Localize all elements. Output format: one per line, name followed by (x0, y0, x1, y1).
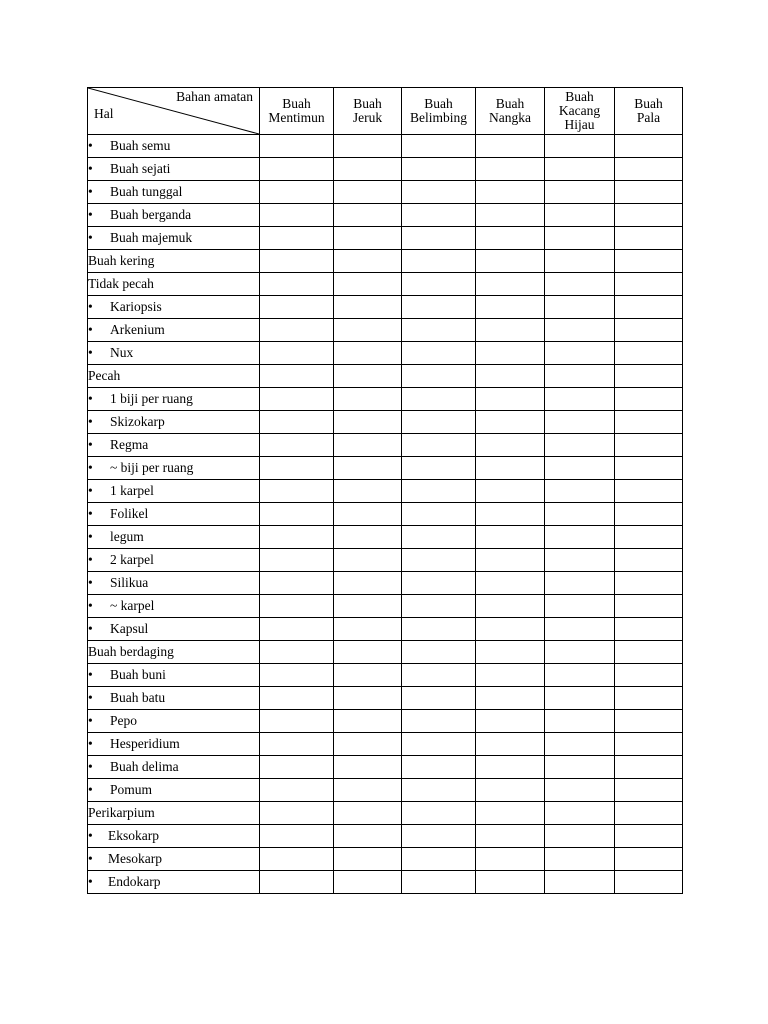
empty-cell[interactable] (615, 158, 683, 181)
row-label: • Pomum (88, 779, 260, 802)
empty-cell[interactable] (476, 181, 545, 204)
empty-cell[interactable] (260, 526, 334, 549)
empty-cell[interactable] (402, 756, 476, 779)
empty-cell[interactable] (260, 319, 334, 342)
empty-cell[interactable] (476, 388, 545, 411)
empty-cell[interactable] (545, 273, 615, 296)
col-header: Buah Jeruk (334, 88, 402, 135)
row-label: • ~ karpel (88, 595, 260, 618)
empty-cell[interactable] (545, 825, 615, 848)
col-header: Buah Nangka (476, 88, 545, 135)
row-label: • Silikua (88, 572, 260, 595)
empty-cell[interactable] (402, 135, 476, 158)
empty-cell[interactable] (615, 250, 683, 273)
empty-cell[interactable] (402, 664, 476, 687)
empty-cell[interactable] (260, 572, 334, 595)
empty-cell[interactable] (402, 871, 476, 894)
empty-cell[interactable] (260, 480, 334, 503)
empty-cell[interactable] (615, 480, 683, 503)
table-row (88, 710, 683, 733)
row-label: • Buah tunggal (88, 181, 260, 204)
empty-cell[interactable] (476, 503, 545, 526)
empty-cell[interactable] (476, 296, 545, 319)
empty-cell[interactable] (545, 135, 615, 158)
row-label: • 1 biji per ruang (88, 388, 260, 411)
empty-cell[interactable] (402, 549, 476, 572)
empty-cell[interactable] (334, 595, 402, 618)
row-label: • Mesokarp (88, 848, 260, 871)
empty-cell[interactable] (545, 181, 615, 204)
row-label: • Pepo (88, 710, 260, 733)
table-row (88, 434, 683, 457)
empty-cell[interactable] (545, 227, 615, 250)
empty-cell[interactable] (615, 572, 683, 595)
empty-cell[interactable] (334, 779, 402, 802)
empty-cell[interactable] (615, 641, 683, 664)
empty-cell[interactable] (402, 342, 476, 365)
empty-cell[interactable] (615, 526, 683, 549)
row-label: • 2 karpel (88, 549, 260, 572)
row-label: • Buah semu (88, 135, 260, 158)
empty-cell[interactable] (402, 526, 476, 549)
empty-cell[interactable] (260, 181, 334, 204)
row-label: • legum (88, 526, 260, 549)
empty-cell[interactable] (334, 204, 402, 227)
empty-cell[interactable] (615, 549, 683, 572)
empty-cell[interactable] (545, 434, 615, 457)
table-row (88, 135, 683, 158)
table-row (88, 848, 683, 871)
empty-cell[interactable] (476, 549, 545, 572)
empty-cell[interactable] (476, 572, 545, 595)
empty-cell[interactable] (545, 641, 615, 664)
empty-cell[interactable] (615, 434, 683, 457)
empty-cell[interactable] (402, 848, 476, 871)
row-label: • Kariopsis (88, 296, 260, 319)
corner-top-label: Bahan amatan (176, 89, 253, 104)
table-row (88, 664, 683, 687)
empty-cell[interactable] (334, 411, 402, 434)
empty-cell[interactable] (260, 848, 334, 871)
table-row (88, 595, 683, 618)
empty-cell[interactable] (615, 503, 683, 526)
empty-cell[interactable] (615, 710, 683, 733)
empty-cell[interactable] (615, 319, 683, 342)
empty-cell[interactable] (334, 365, 402, 388)
empty-cell[interactable] (402, 503, 476, 526)
table-body (88, 135, 683, 894)
empty-cell[interactable] (402, 227, 476, 250)
empty-cell[interactable] (545, 158, 615, 181)
empty-cell[interactable] (615, 779, 683, 802)
empty-cell[interactable] (615, 388, 683, 411)
empty-cell[interactable] (260, 388, 334, 411)
empty-cell[interactable] (402, 158, 476, 181)
empty-cell[interactable] (334, 480, 402, 503)
empty-cell[interactable] (545, 365, 615, 388)
empty-cell[interactable] (476, 227, 545, 250)
empty-cell[interactable] (334, 434, 402, 457)
col-header: Buah Belimbing (402, 88, 476, 135)
empty-cell[interactable] (260, 756, 334, 779)
table-row (88, 572, 683, 595)
row-label: • Hesperidium (88, 733, 260, 756)
empty-cell[interactable] (334, 825, 402, 848)
row-label: Tidak pecah (88, 273, 260, 296)
empty-cell[interactable] (545, 526, 615, 549)
row-label: • Kapsul (88, 618, 260, 641)
empty-cell[interactable] (545, 296, 615, 319)
empty-cell[interactable] (615, 296, 683, 319)
empty-cell[interactable] (545, 342, 615, 365)
row-label: • Folikel (88, 503, 260, 526)
empty-cell[interactable] (402, 204, 476, 227)
table-row (88, 871, 683, 894)
empty-cell[interactable] (545, 204, 615, 227)
empty-cell[interactable] (260, 871, 334, 894)
table-row (88, 825, 683, 848)
empty-cell[interactable] (476, 250, 545, 273)
empty-cell[interactable] (615, 848, 683, 871)
row-label: • 1 karpel (88, 480, 260, 503)
empty-cell[interactable] (476, 664, 545, 687)
table-row (88, 756, 683, 779)
row-label: • Buah delima (88, 756, 260, 779)
empty-cell[interactable] (334, 848, 402, 871)
empty-cell[interactable] (615, 227, 683, 250)
empty-cell[interactable] (476, 756, 545, 779)
row-label: • Buah batu (88, 687, 260, 710)
empty-cell[interactable] (476, 779, 545, 802)
row-label: • Regma (88, 434, 260, 457)
empty-cell[interactable] (545, 480, 615, 503)
empty-cell[interactable] (260, 618, 334, 641)
table-row (88, 411, 683, 434)
empty-cell[interactable] (334, 181, 402, 204)
empty-cell[interactable] (402, 825, 476, 848)
empty-cell[interactable] (402, 434, 476, 457)
empty-cell[interactable] (334, 342, 402, 365)
empty-cell[interactable] (334, 457, 402, 480)
empty-cell[interactable] (334, 664, 402, 687)
empty-cell[interactable] (615, 365, 683, 388)
empty-cell[interactable] (260, 457, 334, 480)
empty-cell[interactable] (402, 388, 476, 411)
empty-cell[interactable] (402, 710, 476, 733)
empty-cell[interactable] (476, 434, 545, 457)
empty-cell[interactable] (615, 342, 683, 365)
empty-cell[interactable] (260, 296, 334, 319)
empty-cell[interactable] (615, 411, 683, 434)
header-row (88, 88, 683, 135)
empty-cell[interactable] (260, 687, 334, 710)
table-row (88, 779, 683, 802)
empty-cell[interactable] (476, 802, 545, 825)
empty-cell[interactable] (545, 411, 615, 434)
row-label: • ~ biji per ruang (88, 457, 260, 480)
table-row (88, 158, 683, 181)
empty-cell[interactable] (476, 204, 545, 227)
empty-cell[interactable] (402, 181, 476, 204)
row-label: • Endokarp (88, 871, 260, 894)
empty-cell[interactable] (334, 296, 402, 319)
empty-cell[interactable] (260, 595, 334, 618)
empty-cell[interactable] (545, 756, 615, 779)
empty-cell[interactable] (476, 365, 545, 388)
empty-cell[interactable] (545, 848, 615, 871)
table-row (88, 549, 683, 572)
empty-cell[interactable] (545, 687, 615, 710)
empty-cell[interactable] (260, 710, 334, 733)
table-row (88, 273, 683, 296)
empty-cell[interactable] (334, 756, 402, 779)
empty-cell[interactable] (260, 549, 334, 572)
table-row (88, 296, 683, 319)
empty-cell[interactable] (476, 641, 545, 664)
row-label: • Nux (88, 342, 260, 365)
empty-cell[interactable] (260, 250, 334, 273)
empty-cell[interactable] (545, 802, 615, 825)
empty-cell[interactable] (476, 158, 545, 181)
empty-cell[interactable] (615, 756, 683, 779)
table-row (88, 181, 683, 204)
empty-cell[interactable] (260, 342, 334, 365)
table-row (88, 250, 683, 273)
empty-cell[interactable] (615, 825, 683, 848)
table-row (88, 641, 683, 664)
table-row (88, 388, 683, 411)
empty-cell[interactable] (402, 296, 476, 319)
empty-cell[interactable] (402, 618, 476, 641)
table-row (88, 457, 683, 480)
empty-cell[interactable] (334, 273, 402, 296)
empty-cell[interactable] (615, 135, 683, 158)
table-row (88, 342, 683, 365)
empty-cell[interactable] (476, 687, 545, 710)
table-row (88, 733, 683, 756)
empty-cell[interactable] (476, 848, 545, 871)
empty-cell[interactable] (615, 687, 683, 710)
empty-cell[interactable] (334, 572, 402, 595)
empty-cell[interactable] (476, 342, 545, 365)
empty-cell[interactable] (476, 273, 545, 296)
row-label: • Eksokarp (88, 825, 260, 848)
empty-cell[interactable] (334, 618, 402, 641)
empty-cell[interactable] (260, 227, 334, 250)
table-row (88, 526, 683, 549)
empty-cell[interactable] (545, 779, 615, 802)
row-label: • Buah buni (88, 664, 260, 687)
empty-cell[interactable] (476, 871, 545, 894)
empty-cell[interactable] (545, 618, 615, 641)
empty-cell[interactable] (260, 825, 334, 848)
empty-cell[interactable] (545, 664, 615, 687)
empty-cell[interactable] (402, 457, 476, 480)
empty-cell[interactable] (334, 250, 402, 273)
empty-cell[interactable] (334, 549, 402, 572)
empty-cell[interactable] (476, 135, 545, 158)
empty-cell[interactable] (476, 457, 545, 480)
empty-cell[interactable] (476, 526, 545, 549)
table-row (88, 480, 683, 503)
empty-cell[interactable] (545, 549, 615, 572)
diagonal-corner-header (88, 88, 260, 135)
empty-cell[interactable] (260, 664, 334, 687)
empty-cell[interactable] (545, 503, 615, 526)
corner-bottom-label: Hal (94, 106, 114, 121)
empty-cell[interactable] (545, 710, 615, 733)
empty-cell[interactable] (334, 135, 402, 158)
empty-cell[interactable] (615, 181, 683, 204)
empty-cell[interactable] (545, 457, 615, 480)
empty-cell[interactable] (615, 618, 683, 641)
col-header: Buah Pala (615, 88, 683, 135)
empty-cell[interactable] (476, 710, 545, 733)
row-label: Pecah (88, 365, 260, 388)
table-row (88, 687, 683, 710)
empty-cell[interactable] (402, 641, 476, 664)
table-row (88, 618, 683, 641)
empty-cell[interactable] (260, 802, 334, 825)
empty-cell[interactable] (402, 250, 476, 273)
empty-cell[interactable] (615, 204, 683, 227)
row-label: • Skizokarp (88, 411, 260, 434)
row-label: Buah berdaging (88, 641, 260, 664)
empty-cell[interactable] (260, 135, 334, 158)
col-header: Buah Mentimun (260, 88, 334, 135)
empty-cell[interactable] (402, 595, 476, 618)
table-row (88, 365, 683, 388)
table-row (88, 227, 683, 250)
empty-cell[interactable] (402, 411, 476, 434)
empty-cell[interactable] (260, 733, 334, 756)
empty-cell[interactable] (260, 779, 334, 802)
empty-cell[interactable] (334, 710, 402, 733)
row-label: • Buah berganda (88, 204, 260, 227)
empty-cell[interactable] (615, 733, 683, 756)
row-label: • Buah majemuk (88, 227, 260, 250)
empty-cell[interactable] (545, 595, 615, 618)
empty-cell[interactable] (334, 388, 402, 411)
empty-cell[interactable] (334, 871, 402, 894)
row-label: • Buah sejati (88, 158, 260, 181)
empty-cell[interactable] (402, 779, 476, 802)
empty-cell[interactable] (402, 733, 476, 756)
table-row (88, 802, 683, 825)
row-label: Perikarpium (88, 802, 260, 825)
empty-cell[interactable] (402, 802, 476, 825)
empty-cell[interactable] (476, 595, 545, 618)
empty-cell[interactable] (476, 480, 545, 503)
empty-cell[interactable] (334, 227, 402, 250)
empty-cell[interactable] (402, 273, 476, 296)
empty-cell[interactable] (402, 572, 476, 595)
row-label: • Arkenium (88, 319, 260, 342)
empty-cell[interactable] (615, 802, 683, 825)
col-header: Buah Kacang Hijau (545, 88, 615, 135)
empty-cell[interactable] (476, 733, 545, 756)
empty-cell[interactable] (476, 618, 545, 641)
empty-cell[interactable] (476, 825, 545, 848)
empty-cell[interactable] (545, 733, 615, 756)
observation-table (87, 87, 683, 894)
empty-cell[interactable] (402, 319, 476, 342)
empty-cell[interactable] (260, 204, 334, 227)
empty-cell[interactable] (334, 687, 402, 710)
empty-cell[interactable] (334, 641, 402, 664)
empty-cell[interactable] (545, 871, 615, 894)
empty-cell[interactable] (260, 503, 334, 526)
empty-cell[interactable] (260, 434, 334, 457)
empty-cell[interactable] (402, 365, 476, 388)
empty-cell[interactable] (615, 871, 683, 894)
empty-cell[interactable] (334, 503, 402, 526)
empty-cell[interactable] (545, 250, 615, 273)
empty-cell[interactable] (260, 273, 334, 296)
empty-cell[interactable] (545, 319, 615, 342)
empty-cell[interactable] (545, 388, 615, 411)
empty-cell[interactable] (476, 411, 545, 434)
row-label: Buah kering (88, 250, 260, 273)
empty-cell[interactable] (334, 733, 402, 756)
empty-cell[interactable] (260, 641, 334, 664)
empty-cell[interactable] (402, 480, 476, 503)
empty-cell[interactable] (260, 158, 334, 181)
table-row (88, 319, 683, 342)
empty-cell[interactable] (334, 158, 402, 181)
empty-cell[interactable] (334, 802, 402, 825)
table-row (88, 204, 683, 227)
table-row (88, 503, 683, 526)
empty-cell[interactable] (476, 319, 545, 342)
empty-cell[interactable] (615, 273, 683, 296)
empty-cell[interactable] (402, 687, 476, 710)
empty-cell[interactable] (615, 457, 683, 480)
empty-cell[interactable] (615, 664, 683, 687)
empty-cell[interactable] (545, 572, 615, 595)
empty-cell[interactable] (260, 365, 334, 388)
empty-cell[interactable] (334, 526, 402, 549)
empty-cell[interactable] (615, 595, 683, 618)
empty-cell[interactable] (334, 319, 402, 342)
empty-cell[interactable] (260, 411, 334, 434)
